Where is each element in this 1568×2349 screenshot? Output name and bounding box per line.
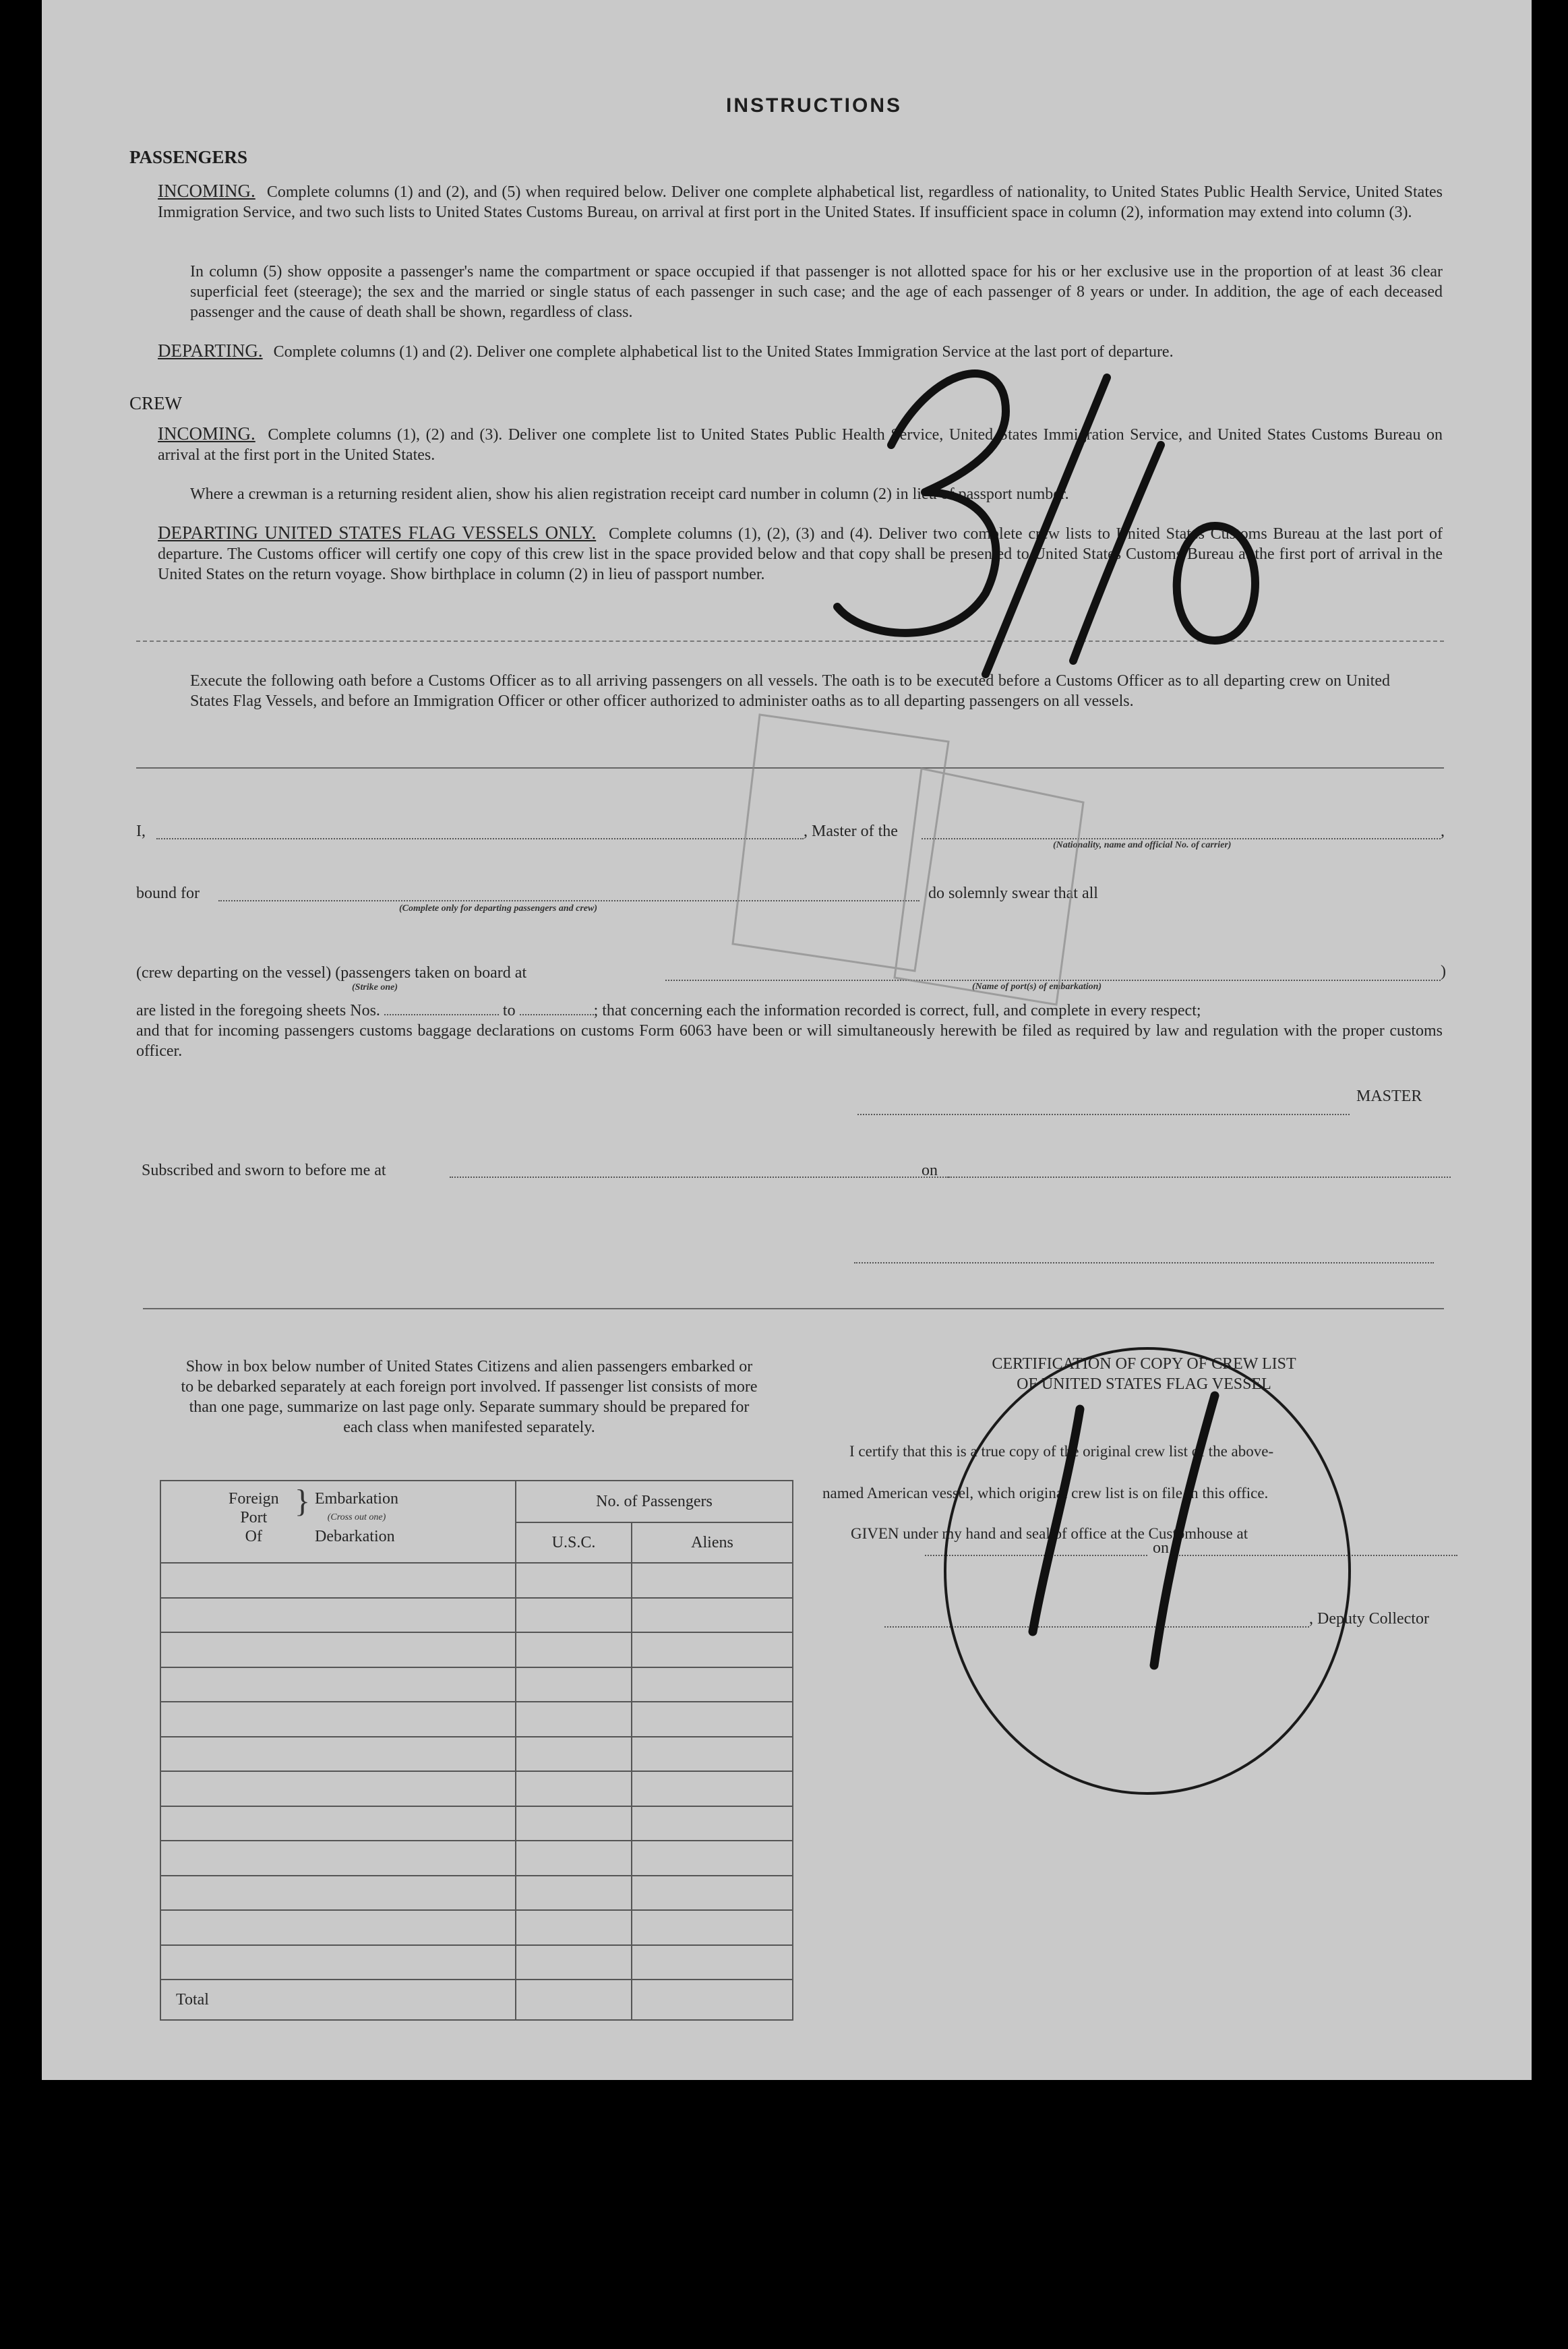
passengers-departing-text: Complete columns (1) and (2). Deliver one complete alphabetical list to the United States Immigration Service at the last port of departure. [273, 343, 1174, 361]
table-row [160, 1632, 793, 1667]
foreign-port-header [160, 1481, 516, 1563]
master-label: MASTER [1356, 1088, 1422, 1105]
table-row [160, 1841, 793, 1876]
total-row [160, 1980, 793, 2020]
passengers-incoming-text: Complete columns (1) and (2), and (5) when required below. Deliver one complete alphabetical list, regardless of nationality, to United States Public Health Service, United States Immigration Service, and two such lists to United States Customs Bureau, on arrival at first port in the United States. If insufficient space in column (2), information may extend into column (3). [158, 183, 1443, 221]
passengers-incoming-label: INCOMING. [158, 181, 255, 201]
crew-departing-text: Complete columns (1), (2), (3) and (4). Deliver two complete crew lists to United States Customs Bureau at the last port of departure. The Customs officer will certify one copy of this crew list in the space provided below and that copy shall be presented to United States Customs Bureau at the first port of arrival in the United States on the return voyage. Show birthplace in column (2) in lieu of passport number. [158, 525, 1443, 583]
oath-i-label: I, [136, 823, 146, 840]
table-row [160, 1771, 793, 1806]
passengers-heading: PASSENGERS [129, 147, 248, 167]
table-cell[interactable] [632, 1667, 793, 1702]
table-cell[interactable] [160, 1876, 516, 1911]
comma: , [1441, 823, 1445, 840]
document-page [42, 0, 1532, 2080]
table-cell[interactable] [160, 1632, 516, 1667]
statement-continuation: and that for incoming passengers customs baggage declarations on customs Form 6063 have been or will simultaneously herewith be filed as required by law and regulation with the proper customs officer. [136, 1022, 1443, 1060]
total-usc-cell[interactable] [516, 1980, 632, 2020]
certification-title-1: CERTIFICATION OF COPY OF CREW LIST [992, 1355, 1296, 1373]
sworn-officer-field[interactable] [854, 1262, 1434, 1263]
table-cell[interactable] [632, 1841, 793, 1876]
table-cell[interactable] [632, 1910, 793, 1945]
table-row [160, 1563, 793, 1598]
page-title: INSTRUCTIONS [726, 94, 902, 117]
table-cell[interactable] [160, 1737, 516, 1772]
master-signature-field[interactable] [857, 1114, 1350, 1115]
no-passengers-header: No. of Passengers [516, 1481, 793, 1522]
deputy-collector-label: , Deputy Collector [1309, 1610, 1429, 1628]
table-cell[interactable] [160, 1945, 516, 1980]
total-aliens-cell[interactable] [632, 1980, 793, 2020]
table-cell[interactable] [516, 1841, 632, 1876]
nationality-note: (Nationality, name and official No. of carrier) [1053, 840, 1232, 850]
table-cell[interactable] [632, 1598, 793, 1633]
table-cell[interactable] [160, 1598, 516, 1633]
certification-title-2: OF UNITED STATES FLAG VESSEL [1017, 1375, 1271, 1393]
debarkation-label: Debarkation [315, 1528, 395, 1545]
crew-departing-label: DEPARTING UNITED STATES FLAG VESSELS ONLY. [158, 523, 597, 543]
foreign-label: Foreign [229, 1490, 279, 1508]
table-cell[interactable] [516, 1771, 632, 1806]
certification-line-1: I certify that this is a true copy of the original crew list of the above- [849, 1443, 1274, 1460]
cert-on-label: on [1153, 1539, 1169, 1557]
table-cell[interactable] [160, 1702, 516, 1737]
master-name-field[interactable] [156, 838, 804, 839]
table-cell[interactable] [516, 1563, 632, 1598]
aliens-header: Aliens [632, 1522, 793, 1563]
port-note: (Name of port(s) of embarkation) [972, 982, 1102, 992]
to-label: to [502, 1002, 516, 1019]
brace-icon: } [295, 1483, 311, 1519]
divider [143, 1308, 1444, 1309]
table-cell[interactable] [516, 1806, 632, 1841]
crew-heading: CREW [129, 393, 182, 413]
faint-stamp-icon [719, 688, 1097, 1038]
on-label: on [922, 1162, 938, 1179]
table-cell[interactable] [632, 1737, 793, 1772]
passengers-departing-label: DEPARTING. [158, 340, 263, 361]
sworn-place-field[interactable] [450, 1177, 948, 1178]
crew-incoming-text: Complete columns (1), (2) and (3). Deliver one complete list to United States Public Health Service, United States Immigration Service, and United States Customs Bureau on arrival at the first port in the United States. [158, 426, 1443, 464]
crew-incoming-label: INCOMING. [158, 423, 255, 444]
certification-line-3: GIVEN under my hand and seal of office at the Customhouse at [851, 1525, 1248, 1542]
table-row [160, 1667, 793, 1702]
table-cell[interactable] [516, 1702, 632, 1737]
statement-rest: ; that concerning each the information recorded is correct, full, and complete in every respect; [593, 1002, 1201, 1019]
table-cell[interactable] [516, 1632, 632, 1667]
cross-out-note: (Cross out one) [327, 1512, 386, 1522]
sheet-from-field[interactable] [384, 1014, 499, 1015]
crew-departing-label: (crew departing on the vessel) (passengers taken on board at [136, 964, 527, 982]
table-row [160, 1876, 793, 1911]
certification-line-2: named American vessel, which original crew list is on file in this office. [822, 1485, 1269, 1501]
table-row [160, 1737, 793, 1772]
passengers-column5-paragraph: In column (5) show opposite a passenger's name the compartment or space occupied if that passenger is not allotted space for his or her exclusive use in the proportion of at least 36 clear superficial feet (steerage); the sex and the married or single status of each passenger in such case; and the age of each passenger of 8 years or under. In addition, the age of each deceased passenger and the cause of death shall be shown, regardless of class. [190, 263, 1443, 321]
sheet-to-field[interactable] [520, 1014, 594, 1015]
table-cell[interactable] [632, 1945, 793, 1980]
table-cell[interactable] [516, 1667, 632, 1702]
table-cell[interactable] [632, 1632, 793, 1667]
table-cell[interactable] [632, 1563, 793, 1598]
handwritten-3-10-icon [783, 324, 1363, 701]
complete-only-note: (Complete only for departing passengers and crew) [399, 903, 597, 914]
table-cell[interactable] [632, 1702, 793, 1737]
subscribed-label: Subscribed and sworn to before me at [142, 1162, 386, 1179]
of-label: Of [245, 1528, 262, 1545]
passenger-summary-table [160, 1480, 793, 2021]
table-row [160, 1945, 793, 1980]
table-cell[interactable] [516, 1598, 632, 1633]
table-cell[interactable] [632, 1806, 793, 1841]
handwritten-circle-11-icon [837, 1315, 1430, 1814]
table-row [160, 1806, 793, 1841]
table-row [160, 1702, 793, 1737]
table-cell[interactable] [516, 1876, 632, 1911]
table-cell[interactable] [632, 1771, 793, 1806]
usc-header: U.S.C. [516, 1522, 632, 1563]
table-cell[interactable] [516, 1910, 632, 1945]
table-cell[interactable] [160, 1667, 516, 1702]
swear-label: do solemnly swear that all [928, 885, 1098, 902]
table-cell[interactable] [160, 1841, 516, 1876]
sworn-date-field[interactable] [948, 1177, 1451, 1178]
crew-resident-paragraph: Where a crewman is a returning resident alien, show his alien registration receipt card number in column (2) in lieu of passport number. [190, 485, 1069, 503]
table-cell[interactable] [516, 1737, 632, 1772]
table-row [160, 1910, 793, 1945]
table-cell[interactable] [160, 1563, 516, 1598]
port-label: Port [240, 1509, 268, 1526]
table-cell[interactable] [632, 1876, 793, 1911]
table-row [160, 1598, 793, 1633]
master-of-label: , Master of the [804, 823, 898, 840]
summary-instructions: Show in box below number of United States Citizens and alien passengers embarked or to be debarked separately at each foreign port involved. If passenger list consists of more than one page, summarize on last page only. Separate summary should be prepared for each class when manifested separately. [181, 1358, 758, 1436]
passengers-incoming-paragraph [158, 181, 1443, 222]
embarkation-label: Embarkation [315, 1490, 398, 1508]
oath-intro: Execute the following oath before a Customs Officer as to all arriving passengers on all vessels. The oath is to be executed before a Customs Officer as to all departing crew on United States Flag Vessels, and before an Immigration Officer or other officer authorized to administer oaths as to all departing passengers on all vessels. [190, 672, 1390, 710]
bound-for-label: bound for [136, 885, 200, 902]
listed-in-label: are listed in the foregoing sheets Nos. [136, 1002, 380, 1019]
table-cell[interactable] [160, 1771, 516, 1806]
total-label: Total [160, 1980, 516, 2020]
close-paren: ) [1441, 963, 1446, 980]
table-cell[interactable] [160, 1910, 516, 1945]
table-cell[interactable] [160, 1806, 516, 1841]
table-cell[interactable] [516, 1945, 632, 1980]
strike-one-note: (Strike one) [352, 982, 398, 992]
